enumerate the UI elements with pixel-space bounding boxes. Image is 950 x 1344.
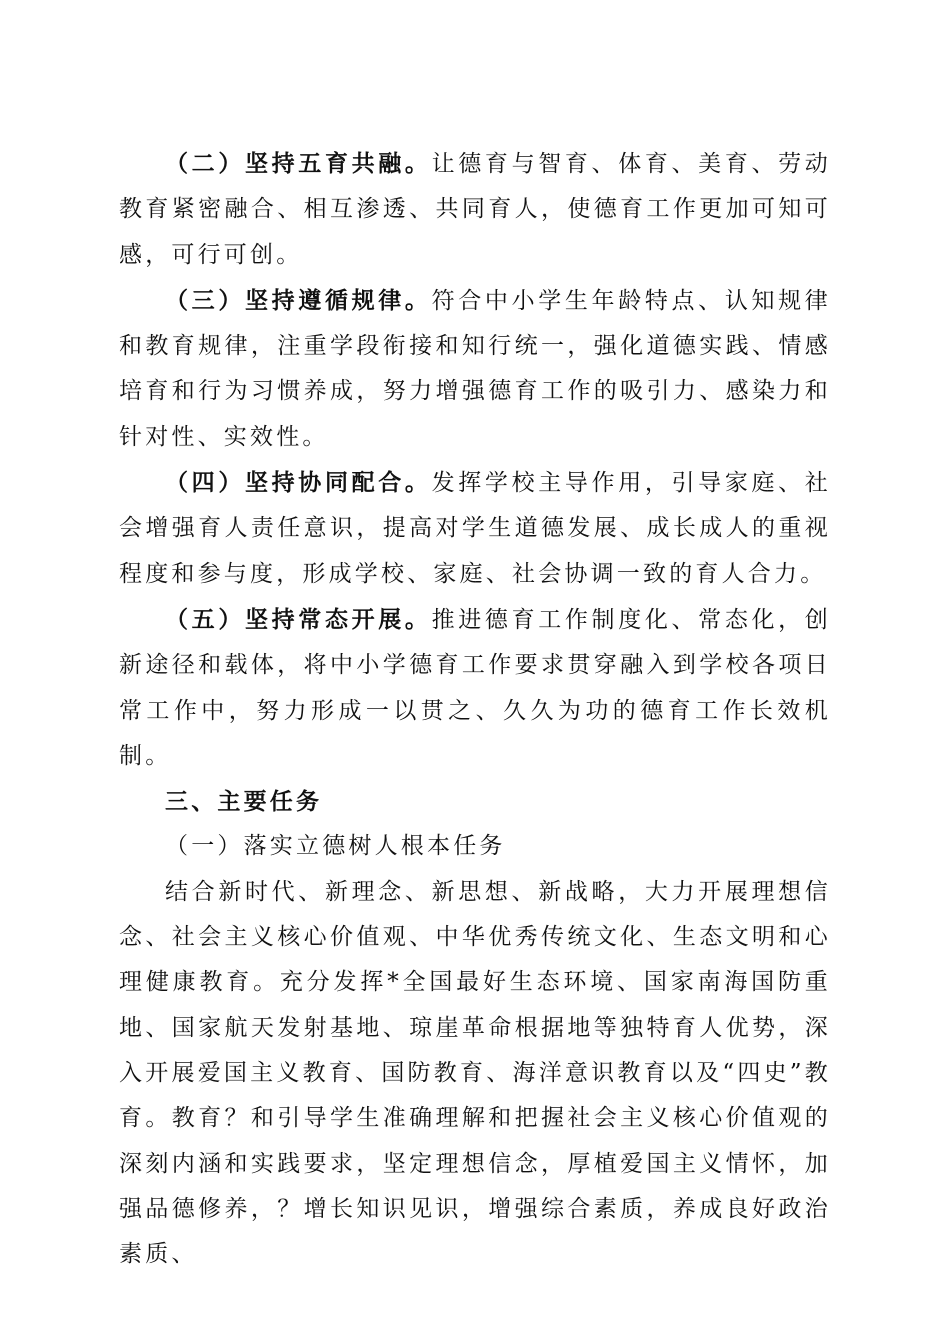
- paragraph-normal-development: [119, 597, 831, 779]
- sub-heading: （一）落实立德树人根本任务: [165, 833, 506, 860]
- paragraph-follow-rules: [119, 278, 831, 460]
- paragraph-body: 推进德育工作制度化、常态化，创新途径和载体，将中小学德育工作要求贯穿融入到学校各项日常工作中，努力形成一以贯之、久久为功的德育工作长效机制。: [119, 606, 832, 769]
- paragraph-five-education-integration: [119, 141, 831, 278]
- paragraph-coordination: [119, 460, 831, 597]
- paragraph-body: 符合中小学生年龄特点、认知规律和教育规律，注重学段衔接和知行统一，强化道德实践、情感培育和行为习惯养成，努力增强德育工作的吸引力、感染力和针对性、实效性。: [119, 287, 832, 450]
- paragraph-lead: （三）坚持遵循规律。: [165, 286, 432, 314]
- paragraph-lead: （四）坚持协同配合。: [165, 469, 432, 497]
- paragraph-lead: （二）坚持五育共融。: [165, 150, 432, 177]
- section-heading: 三、主要任务: [165, 788, 323, 816]
- task-paragraph: 结合新时代、新理念、新思想、新战略，大力开展理想信念、社会主义核心价值观、中华优秀传统文化、生态文明和心理健康教育。充分发挥*全国最好生态环境、国家南海国防重地、国家航天发射基地、琼崖革命根据地等独特育人优势，深入开展爱国主义教育、国防教育、海洋意识教育以及“四史”教育。教育？和引导学生准确理解和把握社会主义核心价值观的深刻内涵和实践要求，坚定理想信念，厚植爱国主义情怀，加强品德修养，？增长知识见识，增强综合素质，养成良好政治素质、: [119, 878, 831, 1268]
- document-page: [119, 141, 831, 1277]
- paragraph-body: 让德育与智育、体育、美育、劳动教育紧密融合、相互渗透、共同育人，使德育工作更加可知可感，可行可创。: [119, 151, 832, 268]
- paragraph-lead: （五）坚持常态开展。: [165, 605, 432, 633]
- paragraph-body: 发挥学校主导作用，引导家庭、社会增强育人责任意识，提高对学生道德发展、成长成人的重视程度和参与度，形成学校、家庭、社会协调一致的育人合力。: [119, 470, 832, 587]
